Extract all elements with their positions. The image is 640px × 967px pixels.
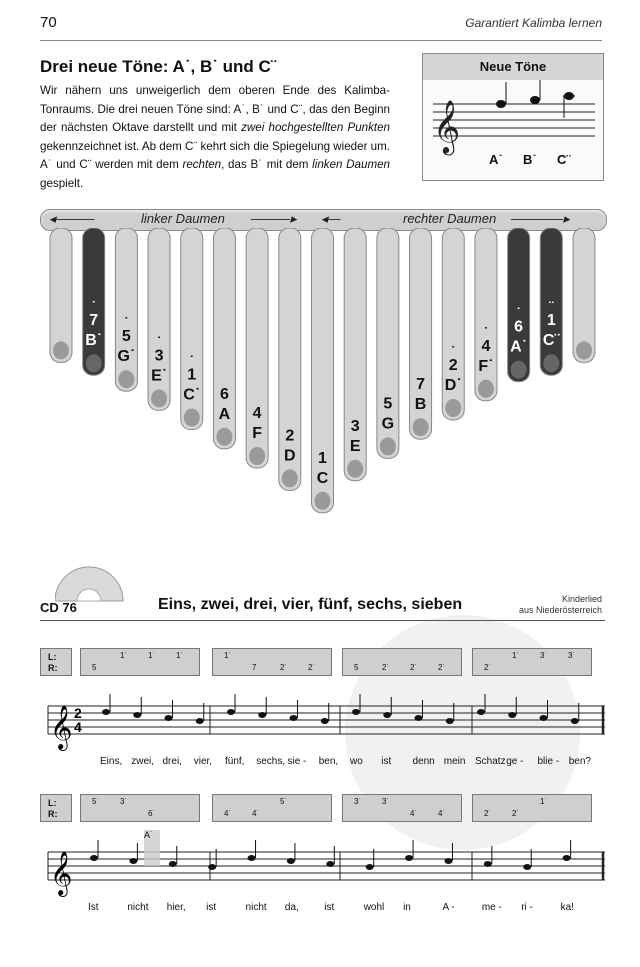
kalimba-tine (377, 228, 399, 458)
lyric-syllable: da, (284, 902, 299, 913)
note-head (405, 855, 413, 861)
tine-number: 7 (89, 312, 99, 330)
tine-number: 2 (448, 357, 458, 374)
tine-note: A˙ (510, 338, 528, 356)
lyric-syllable: ge - (506, 756, 524, 767)
tab-right-value: 5 (92, 663, 97, 672)
note-head (444, 858, 452, 864)
note-head (129, 858, 137, 864)
lyric-syllable: me - (481, 902, 502, 913)
intro-text-part: linken Daumen (312, 158, 390, 172)
lyric-syllable: nicht (127, 902, 149, 913)
left-label: L: (48, 798, 57, 808)
left-thumb-label: linker Daumen (141, 211, 225, 226)
lyric-syllable: in (403, 902, 411, 913)
tine-number: 2 (285, 427, 295, 445)
note-head (326, 861, 334, 867)
book-title: Garantiert Kalimba lernen (465, 16, 602, 30)
note-head (258, 712, 266, 718)
lyric-syllable: ist (381, 756, 392, 767)
tab-left-value: 3˙ (382, 797, 390, 806)
intro-paragraph (40, 82, 390, 194)
note-head (508, 712, 516, 718)
cd-number: CD 76 (40, 600, 77, 615)
tine-number: 3 (154, 347, 164, 365)
left-label: L: (48, 652, 57, 662)
kalimba-tine (508, 228, 530, 382)
kalimba-tine (540, 228, 562, 375)
tine-octave-dots: ˙ (516, 304, 521, 321)
note-head (484, 861, 492, 867)
tab-right-value: 2˙ (280, 663, 288, 672)
tine-number: 1 (546, 312, 556, 330)
lyric-syllable: sechs, (256, 756, 286, 767)
tab-left-value: 1˙ (120, 651, 128, 660)
lyric-syllable: nicht (245, 902, 267, 913)
arrow-right-icon: ———▸ (251, 211, 297, 226)
tine-note: C¨ (542, 332, 560, 350)
tab-right-value: 2˙ (308, 663, 316, 672)
intro-text-part: , das B˙ mit dem (221, 158, 313, 172)
note-head (352, 709, 360, 715)
note-head (227, 709, 235, 715)
tine-note: D˙ (444, 377, 462, 394)
right-label: R: (48, 809, 58, 819)
lyric-syllable: Eins, (100, 756, 123, 767)
note-head (523, 864, 531, 870)
tab-right-value: 2˙ (410, 663, 418, 672)
note-head (383, 712, 391, 718)
kalimba-tine (279, 228, 301, 490)
note-head (415, 715, 423, 721)
lr-label (48, 798, 58, 820)
kalimba-tine (410, 228, 432, 439)
new-note-a: A˙ (489, 152, 503, 167)
lyric-syllable: ri - (521, 902, 533, 913)
tine-octave-dots: ˙ (189, 352, 195, 369)
tab-right-value: 4˙ (438, 809, 446, 818)
lyric-syllable: ben? (568, 756, 591, 767)
intro-text-part: rechten (182, 158, 222, 172)
right-label: R: (48, 663, 58, 673)
title-rule (40, 620, 605, 621)
note-head (321, 718, 329, 724)
tab-right-value: 4˙ (410, 809, 418, 818)
tab-right-value: 2˙ (512, 809, 520, 818)
note-head (477, 709, 485, 715)
lyric-syllable: fünf, (225, 756, 245, 767)
note-head (208, 864, 216, 870)
lyric-syllable: blie - (537, 756, 560, 767)
lyric-syllable: Schatz (475, 756, 506, 767)
lyric-syllable: ist (324, 902, 335, 913)
song-title: Eins, zwei, drei, vier, fünf, sechs, sieben (158, 596, 463, 613)
tine-number: 5 (121, 328, 131, 346)
lyric-syllable: A - (442, 902, 455, 913)
note-head (287, 858, 295, 864)
new-note-b: B˙ (523, 152, 537, 167)
kalimba-tine (83, 228, 105, 375)
kalimba-tine (344, 228, 366, 481)
new-notes-staff (423, 80, 603, 180)
kalimba-tine (50, 228, 72, 362)
music-system-2 (40, 794, 605, 924)
music-system-1 (40, 648, 605, 778)
time-signature: 2 (74, 705, 82, 721)
tab-right-value: 2˙ (484, 663, 492, 672)
tab-right-value: 2˙ (382, 663, 390, 672)
tab-right-value: 7 (252, 663, 257, 672)
tine-note: C˙ (183, 386, 201, 404)
note-head (102, 709, 110, 715)
tine-number: 3 (350, 417, 360, 435)
kalimba-tine (475, 228, 497, 401)
tine-note: A (218, 405, 231, 423)
tine-note: B˙ (85, 332, 103, 350)
tab-right-value: 4˙ (224, 809, 232, 818)
lyric-syllable: denn (412, 756, 435, 767)
intro-text-part: gespielt. (40, 176, 84, 190)
tab-left-value: 1˙ (224, 651, 232, 660)
tine-octave-dots: ˙ (156, 333, 162, 350)
tine-octave-dots: ¨ (548, 298, 554, 315)
lyric-syllable: mein (443, 756, 466, 767)
tab-left-value: 1˙ (148, 651, 156, 660)
tab-left-value: 3˙ (540, 651, 548, 660)
tab-right-value: 4˙ (252, 809, 260, 818)
tine-number: 6 (219, 385, 229, 403)
kalimba-tine (148, 228, 170, 410)
page-number: 70 (40, 14, 57, 31)
tine-number: 1 (187, 366, 197, 384)
kalimba-tine (246, 228, 268, 468)
tine-number: 1 (318, 449, 327, 467)
right-thumb-label: rechter Daumen (403, 211, 497, 226)
tine-note: D (284, 447, 296, 465)
note-head (571, 718, 579, 724)
intro-text-part: gekennzeichnet ist. Ab dem C¨ kehrt sich die Spiegelung wieder um. A˙ und C¨ werden mit dem (40, 139, 390, 172)
lyric-syllable: hier, (166, 902, 186, 913)
section-heading: Drei neue Töne: A˙, B˙ und C¨ (40, 57, 277, 76)
tab-left-value: 1˙ (176, 651, 184, 660)
note-head (165, 715, 173, 721)
lyric-syllable: drei, (162, 756, 182, 767)
new-notes-title: Neue Töne (423, 54, 603, 80)
tine-note: G (381, 415, 395, 433)
time-signature: 4 (74, 719, 82, 735)
treble-clef-icon: 𝄞 (50, 851, 73, 895)
tine-number: 6 (514, 318, 524, 336)
lyric-syllable: zwei, (131, 756, 155, 767)
tine-octave-dots: ˙ (124, 314, 129, 331)
music-staff (40, 830, 605, 900)
origin-line-1: Kinderlied (561, 594, 602, 604)
tab-left-value: 3˙ (568, 651, 576, 660)
arrow-left-icon: ◂——— (49, 211, 95, 226)
lyric-syllable: vier, (193, 756, 213, 767)
cd-icon (55, 565, 125, 603)
tine-note: E (349, 437, 361, 455)
tab-left-value: 3˙ (354, 797, 362, 806)
kalimba-tine (573, 228, 595, 362)
tab-right-value: 2˙ (484, 809, 492, 818)
music-staff (40, 684, 605, 754)
tab-right-value: 6˙ (148, 809, 156, 818)
treble-clef-icon: 𝄞 (50, 705, 73, 749)
tine-octave-dots: ˙ (483, 323, 489, 340)
kalimba-tine (442, 228, 464, 420)
note-head (90, 855, 98, 861)
origin-line-2: aus Niederösterreich (518, 605, 602, 615)
tab-left-value: 5˙ (92, 797, 100, 806)
tab-left-value: 3˙ (120, 797, 128, 806)
tine-note: B (414, 396, 427, 414)
lyric-syllable: Ist (88, 902, 99, 913)
treble-clef-icon: 𝄞 (433, 99, 461, 153)
tab-left-value: 1˙ (540, 797, 548, 806)
note-head (133, 712, 141, 718)
tine-number: 4 (252, 405, 262, 422)
tine-note: G˙ (117, 348, 136, 366)
tab-right-value: 5 (354, 663, 359, 672)
highlight-note-label: A˙ (144, 830, 153, 840)
new-note-c: C¨ (557, 152, 571, 167)
arrow-right-icon: ————▸ (511, 211, 570, 226)
tine-octave-dots: ˙ (450, 343, 456, 359)
note-head (366, 864, 374, 870)
note-head (540, 715, 548, 721)
tine-note: F˙ (478, 357, 494, 375)
kalimba-tine (115, 228, 137, 391)
note-head (290, 715, 298, 721)
lyric-syllable: wo (350, 756, 363, 767)
note-head (446, 718, 454, 724)
lyric-syllable: ben, (318, 756, 339, 767)
note-head (248, 855, 256, 861)
lyric-syllable: wohl (363, 902, 385, 913)
note-head (169, 861, 177, 867)
intro-text-part: zwei hochgestellten Punkten (241, 121, 391, 135)
lr-label (48, 652, 58, 674)
tine-note: F (252, 425, 263, 442)
tine-number: 4 (481, 337, 491, 355)
new-notes-box (422, 53, 604, 181)
intro-text-part: Wir nähern uns unweigerlich dem oberen Ende des Kalimba-Tonraums. Die drei neuen Töne sind: A˙, B˙ und C¨, das den Beginn der nächsten Oktave darstellt und mit (40, 84, 390, 135)
kalimba-tine (213, 228, 235, 449)
note-head (563, 855, 571, 861)
tine-octave-dots: ˙ (91, 298, 97, 315)
tab-right-value: 2˙ (438, 663, 446, 672)
tab-left-value: 5˙ (280, 797, 288, 806)
tine-number: 5 (383, 395, 393, 413)
note-head (196, 718, 204, 724)
lyric-syllable: ist (206, 902, 217, 913)
song-origin (519, 594, 602, 616)
kalimba-tine (312, 228, 334, 513)
kalimba-tines (40, 228, 605, 528)
lyric-syllable: ka! (560, 902, 574, 913)
header-rule (40, 40, 602, 41)
tine-note: E˙ (151, 367, 168, 385)
tab-left-value: 1˙ (512, 651, 520, 660)
lyric-syllable: sie - (287, 756, 307, 767)
tine-note: C (316, 469, 329, 487)
tine-number: 7 (416, 376, 426, 394)
arrow-left-icon: ◂— (321, 211, 341, 226)
kalimba-tine (181, 228, 203, 430)
